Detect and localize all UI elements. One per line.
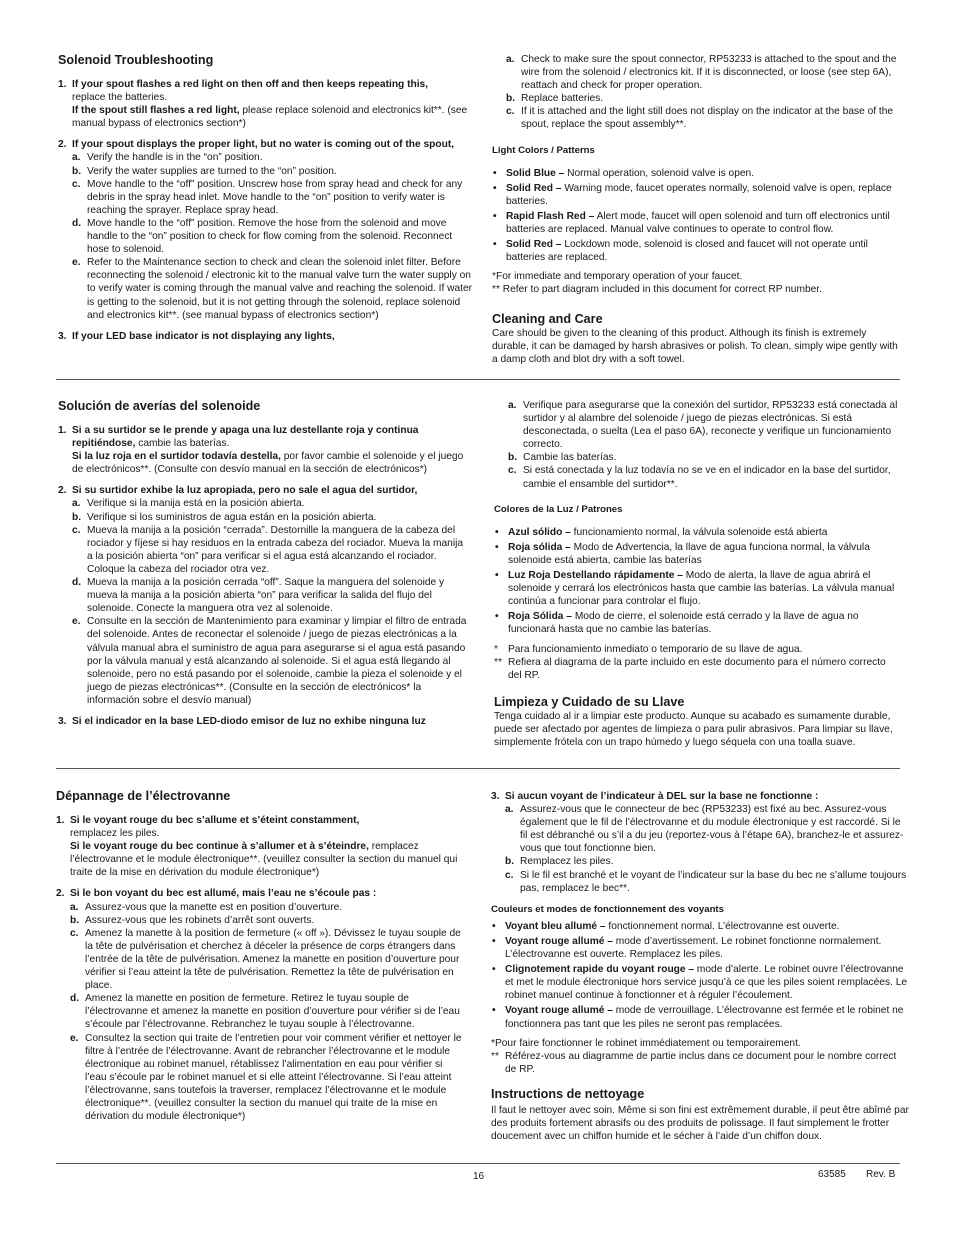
es-footnote-1: * Para funcionamiento inmediato o temporario de su llave de agua. <box>494 643 803 655</box>
divider-footer <box>56 1163 900 1164</box>
en-cleaning-title: Cleaning and Care <box>492 311 603 326</box>
fr-step-3a: a. Assurez-vous que le connecteur de bec (RP53233) est fixé au bec. Assurez-vous également que le fil de l’électrovanne et du module électronique y est raccordé. Si le fil est débranché ou s’il a du jeu (reportez-vous à l’étape 6A), branchez-le et assurez-vous que tout fonctionne bien. <box>505 804 904 855</box>
fr-left-column <box>56 788 466 1123</box>
en-step-2b: b. Verify the water supplies are turned to the “on” position. <box>72 165 337 177</box>
es-step-3b: b. Cambie las baterías. <box>508 452 617 464</box>
es-light-rapid-flash: • Luz Roja Destellando rápidamente – Modo de alerta, la llave de agua abrirá el solenoide y cerrará los electrónicos hasta que cambie las baterías. La válvula manual continúa a funcionar para controlar el flujo. <box>495 570 895 608</box>
fr-light-colors-title: Couleurs et modes de fonctionnement des voyants <box>491 903 724 915</box>
es-step-2d: d. Mueva la manija a la posición cerrada “off”. Saque la manguera del solenoide y mueva la manija a la posición abierta “on” para verificar la salida del flujo del solenoide. Conecte la manguera otra vez al solenoide. <box>72 577 445 615</box>
fr-light-lockdown: • Voyant rouge allumé – mode de verrouillage. L’électrovanne est fermée et le robinet ne fonctionnera pas tant que les piles ne seront pas remplacées. <box>492 1005 904 1030</box>
divider-1 <box>56 379 900 380</box>
en-step-2d: d. Move handle to the “off” position. Remove the hose from the solenoid and move handle to the “on” position to check for flow coming from the solenoid. Reconnect hose to solenoid. <box>72 217 453 256</box>
es-cleaning-text: Tenga cuidado al ir a limpiar este producto. Aunque su acabado es sumamente durable, puede ser afectado por agentes de limpieza o para pulir abrasivos. Para limpiar su llave, simplemente frótela con un trapo húmedo y luego séquela con una toalla suave. <box>494 710 893 748</box>
es-light-lockdown: • Roja Sólida – Modo de cierre, el solenoide está cerrado y la llave de agua no funcionará hasta que no cambie las baterías. <box>495 611 859 636</box>
fr-light-rapid-flash: • Clignotement rapide du voyant rouge – mode d’alerte. Le robinet ouvre l’électrovanne et met le module électronique hors service jusqu’à ce que les piles soient remplacées. Le robinet manuel continue à fonctionner et à réguler l’écoulement. <box>492 964 908 1002</box>
en-step-2e: e. Refer to the Maintenance section to check and clean the solenoid inlet filter. Before reconnecting the solenoid / electronic kit to the manual valve turn the water supply on to verify water is coming through the manual valve and reaching the solenoid. If water is getting to the solenoid, but it is not getting through the solenoid, replace solenoid and electronics kit**. (see manual bypass of electronics section*) <box>72 257 473 321</box>
fr-step-2e: e. Consultez la section qui traite de l’entretien pour voir comment vérifier et nettoyer le filtre à l’entrée de l’électrovanne. Avant de rebrancher l’électrovanne et le module électronique au robinet manuel, rétablissez l’alimentation en eau pour vérifier si l’eau s’écoule par le robinet manuel et si elle atteint l’électrovanne. Si l’eau atteint l’électrovanne, sans toutefois la traverser, remplacez l’électrovanne et le module électronique**. (veuillez consulter la section du manuel qui traite de la mise en dérivation du module électronique*) <box>70 1032 462 1123</box>
fr-step-2b: b. Assurez-vous que les robinets d’arrêt sont ouverts. <box>70 914 315 926</box>
fr-footnote-1: *Pour faire fonctionner le robinet immédiatement ou temporairement. <box>491 1037 801 1049</box>
en-step-2a: a. Verify the handle is in the “on” position. <box>72 152 263 164</box>
es-step-2e: e. Consulte en la sección de Mantenimiento para examinar y limpiar el filtro de entrada del solenoide. Antes de reconectar el solenoide / juego de piezas electrónicas a la válvula manual abra el suministro de agua para asegurarse si el agua está pasando por la válvula manual y está alcanzando al solenoide. Si el agua está llegando al solenoide, pero no está pasando por el solenoide, cambie la pieza el solenoide y el juego de piezas electrónicas**. (Consulte en la sección de electrónicos* la información sobre el desvío manual) <box>72 616 467 706</box>
es-light-solid-blue: • Azul sólido – funcionamiento normal, la válvula solenoide está abierta <box>495 526 828 538</box>
es-step-2c: c. Mueva la manija a la posición “cerrada”. Destornille la manguera de la cabeza del rociador y fíjese si hay residuos en la entrada cabeza del rociador. Mueva la manija a la posición abierta “on” para verificar si el agua está alcanzando el rociador. Coloque la cabeza del rociador otra vez. <box>72 524 464 575</box>
en-step-2c: c. Move handle to the “off” position. Unscrew hose from spray head and check for any debris in the spray head inlet. Move handle to the “on” position to verify water is reaching the sprayer. Replace spray head. <box>72 178 463 216</box>
fr-step-2a: a. Assurez-vous que la manette est en position d’ouverture. <box>70 901 343 913</box>
es-step-3c: c. Si está conectada y la luz todavía no se ve en el indicador en la base del surtidor, cambie el ensamble del surtidor**. <box>508 465 891 490</box>
doc-number: 63585 <box>818 1169 846 1180</box>
en-light-colors-title: Light Colors / Patterns <box>492 144 595 156</box>
es-left-column <box>58 398 470 728</box>
fr-step-2d: d. Amenez la manette en position de fermeture. Retirez le tuyau souple de l’électrovanne et amenez la manette en position d’ouverture pour vérifier si de l’eau s’écoule par l’électrovanne. Rebranchez le tuyau souple à l’électrovanne. <box>70 993 460 1031</box>
fr-step-2c: c. Amenez la manette à la position de fermeture (« off »). Dévissez le tuyau souple de la tête de pulvérisation et cherchez à déceler la présence de corps étrangers dans l’entrée de la tête de pulvérisation. Amenez la manette en position d’ouverture pour vérifier si l’eau atteint la tête de pulvérisation. Remettez la tête de pulvérisation en place. <box>70 927 461 992</box>
es-light-colors-title: Colores de la Luz / Patrones <box>494 503 623 515</box>
fr-step-3c: c. Si le fil est branché et le voyant de l’indicateur sur la base du bec ne s’allume toujours pas, remplacez le bec**. <box>505 869 907 894</box>
fr-right-column <box>491 790 909 1143</box>
fr-step-2: 2. Si le bon voyant du bec est allumé, mais l’eau ne s’écoule pas : a. Assurez-vous que la manette est en position d’ouverture. b. Assurez-vous que les robinets d’arrêt sont ouverts. c. Amenez la manette à la position de fermeture (« off »). Dévissez le tuyau souple de la tête de pulvérisation et cherchez à déceler la présence de corps étrangers dans l’entrée de la tête de pulvérisation. Amenez la manette en position d’ouverture pour vérifier si l’eau atteint la tête de pulvérisation. Remettez la tête de pulvérisation en place. d. Amenez la manette en position de fermeture. Retirez le tuyau souple de l’électrovanne et amenez la manette en position d’ouverture pour vérifier si de l’eau s’écoule par l’électrovanne. Rebranchez le tuyau souple à l’électrovanne. e. Consultez la section qui traite de l’entretien pour voir comment vérifier et nettoyer le filtre à l’entrée de l’électrovanne. Avant de rebrancher l’électrovanne et le module électronique au robinet manuel, rétablissez l’alimentation en eau pour vérifier si l’eau s’écoule par le robinet manuel et si elle atteint l’électrovanne. Si l’eau atteint l’électrovanne, sans toutefois la traverser, remplacez l’électrovanne et le module électronique**. (veuillez consulter la section du manuel qui traite de la mise en dérivation du module électronique*) <box>56 887 466 1123</box>
es-step-2b: b. Verifique si los suministros de agua están en la posición abierta. <box>72 511 377 523</box>
en-light-lockdown: • Solid Red – Lockdown mode, solenoid is closed and faucet will not operate until batteries are replaced. <box>493 239 868 264</box>
es-section-title: Solución de averías del solenoide <box>58 399 261 413</box>
es-footnote-2: ** Refiera al diagrama de la parte incluido en este documento para el número correcto del RP. <box>494 656 886 681</box>
en-footnote-2: ** Refer to part diagram included in this document for correct RP number. <box>492 284 822 296</box>
en-step-3c: c. If it is attached and the light still does not display on the indicator at the base of the spout, replace the spout assembly**. <box>506 106 894 131</box>
en-step-1: 1. If your spout flashes a red light on then off and then keeps repeating this, replace the batteries. If the spout still flashes a red light, please replace solenoid and electronics kit**. (see manual bypass of electronics section*) <box>58 79 468 130</box>
en-step-3a: a. Check to make sure the spout connector, RP53233 is attached to the spout and the wire from the solenoid / electronics kit. If it is disconnected, or loose (see step 6A), reattach and check for proper operation. <box>506 54 897 92</box>
en-right-column <box>492 53 898 366</box>
es-light-solid-red: • Roja sólida – Modo de Advertencia, la llave de agua funciona normal, la válvula solenoide está abierta, cambie las baterías <box>495 541 870 566</box>
es-step-3a: a. Verifique para asegurarse que la conexión del surtidor, RP53233 está conectada al surtidor y al alambre del solenoide / juego de piezas electrónicas. Si está desconectada, o suelta (Lea el paso 6A), reconecte y verifique un funcionamiento correcto. <box>508 400 898 451</box>
en-light-solid-blue: • Solid Blue – Normal operation, solenoid valve is open. <box>493 167 755 179</box>
es-right-column <box>494 399 900 749</box>
en-footnote-1: *For immediate and temporary operation of your faucet. <box>492 271 743 283</box>
en-step-3b: b. Replace batteries. <box>506 93 604 105</box>
en-step-3: 3. If your LED base indicator is not displaying any lights, <box>58 330 335 342</box>
en-step-2: 2. If your spout displays the proper light, but no water is coming out of the spout, a. Verify the handle is in the “on” position. b. Verify the water supplies are turned to the “on” position. c. Move handle to the “off” position. Unscrew hose from spray head and check for any debris in the spray head inlet. Move handle to the “on” position to verify water is reaching the sprayer. Replace spray head. d. Move handle to the “off” position. Remove the hose from the solenoid and move handle to the “on” position to check for flow coming from the solenoid. Reconnect hose to solenoid. e. Refer to the Maintenance section to check and clean the solenoid inlet filter. Before reconnecting the solenoid / electronic kit to the manual valve turn the water supply on to verify water is coming through the manual valve and reaching the solenoid. If water is getting to the solenoid, but it is not getting through the solenoid, replace solenoid and electronics kit**. (see manual bypass of electronics section*) <box>58 138 476 321</box>
en-section-title: Solenoid Troubleshooting <box>58 53 214 67</box>
revision: Rev. B <box>866 1169 896 1180</box>
fr-footnote-2: ** Référez-vous au diagramme de partie inclus dans ce document pour le nombre correct de RP. <box>491 1050 897 1075</box>
en-light-rapid-flash: • Rapid Flash Red – Alert mode, faucet will open solenoid and turn off electronics until batteries are replaced. Manual valve continues to operate to control flow. <box>493 210 890 236</box>
fr-light-solid-red: • Voyant rouge allumé – mode d’avertissement. Le robinet fonctionne normalement. L’électrovanne est ouverte. Remplacez les piles. <box>492 935 882 961</box>
en-cleaning-text: Care should be given to the cleaning of this product. Although its finish is extremely durable, it can be damaged by harsh abrasives or polish. To clean, simply wipe gently with a damp cloth and blot dry with a soft towel. <box>492 327 898 365</box>
es-step-2: 2. Si su surtidor exhibe la luz apropiada, pero no sale el agua del surtidor, a. Verifique si la manija está en la posición abierta. b. Verifique si los suministros de agua están en la posición abierta. c. Mueva la manija a la posición “cerrada”. Destornille la manguera de la cabeza del rociador y fíjese si hay residuos en la entrada cabeza del rociador. Mueva la manija a la posición abierta “on” para verificar si el agua está alcanzando el rociador. Coloque la cabeza del rociador otra vez. d. Mueva la manija a la posición cerrada “off”. Saque la manguera del solenoide y mueva la manija a la posición abierta “on” para verificar la salida del flujo del solenoide. Conecte la manguera otra vez al solenoide. e. Consulte en la sección de Mantenimiento para examinar y limpiar el filtro de entrada del solenoide. Antes de reconectar el solenoide / juego de piezas electrónicas a la válvula manual abra el suministro de agua para asegurarse si el agua está pasando por la válvula manual y está alcanzando al solenoide. Si el agua está llegando al solenoide, pero no está pasando por el solenoide, cambie la pieza el solenoide y el juego de piezas electrónicas**. (Consulte en la sección de electrónicos* la información sobre el desvío manual) <box>58 484 470 707</box>
es-step-3: 3. Si el indicador en la base LED-diodo emisor de luz no exhibe ninguna luz <box>58 715 426 727</box>
fr-section-title: Dépannage de l’électrovanne <box>56 789 231 803</box>
divider-2 <box>56 768 900 769</box>
en-light-solid-red: • Solid Red – Warning mode, faucet operates normally, solenoid valve is open, replace batteries. <box>493 182 892 207</box>
fr-cleaning-text: Il faut le nettoyer avec soin. Même si son fini est extrêmement durable, il peut être abîmé par des produits fortement abrasifs ou des produits de polissage. Il faut simplement le frotter doucement avec un chiffon humide et le sécher à l’aide d’un chiffon doux. <box>491 1104 909 1143</box>
fr-step-1: 1. Si le voyant rouge du bec s’allume et s’éteint constamment, remplacez les piles. Si le voyant rouge du bec continue à s’allumer et à s’éteindre, remplacez l’électrovanne et le module électronique**. (veuillez consulter la section du manuel qui traite de la mise en dérivation du module électronique*) <box>56 815 458 879</box>
fr-light-solid-blue: • Voyant bleu allumé – fonctionnement normal. L’électrovanne est ouverte. <box>492 920 840 932</box>
fr-step-3: 3. Si aucun voyant de l’indicateur à DEL sur la base ne fonctionne : a. Assurez-vous que le connecteur de bec (RP53233) est fixé au bec. Assurez-vous également que le fil de l’électrovanne et du module électronique y est raccordé. Si le fil est débranché ou s’il a du jeu (reportez-vous à l’étape 6A), branchez-le et assurez-vous que tout fonctionne bien. b. Remplacez les piles. c. Si le fil est branché et le voyant de l’indicateur sur la base du bec ne s’allume toujours pas, remplacez le bec**. <box>491 790 909 895</box>
fr-cleaning-title: Instructions de nettoyage <box>491 1086 645 1101</box>
es-step-2a: a. Verifique si la manija está en la posición abierta. <box>72 498 305 510</box>
es-cleaning-title: Limpieza y Cuidado de su Llave <box>494 694 685 709</box>
es-step-1: 1. Si a su surtidor se le prende y apaga una luz destellante roja y continua repitiéndose, cambie las baterías. Si la luz roja en el surtidor todavía destella, por favor cambie el solenoide y el juego de electrónicos**. (Consulte con desvío manual en la sección de electrónicos*) <box>58 425 464 476</box>
fr-step-3b: b. Remplacez les piles. <box>505 856 614 868</box>
page-number: 16 <box>473 1171 485 1182</box>
en-left-column <box>58 52 476 343</box>
